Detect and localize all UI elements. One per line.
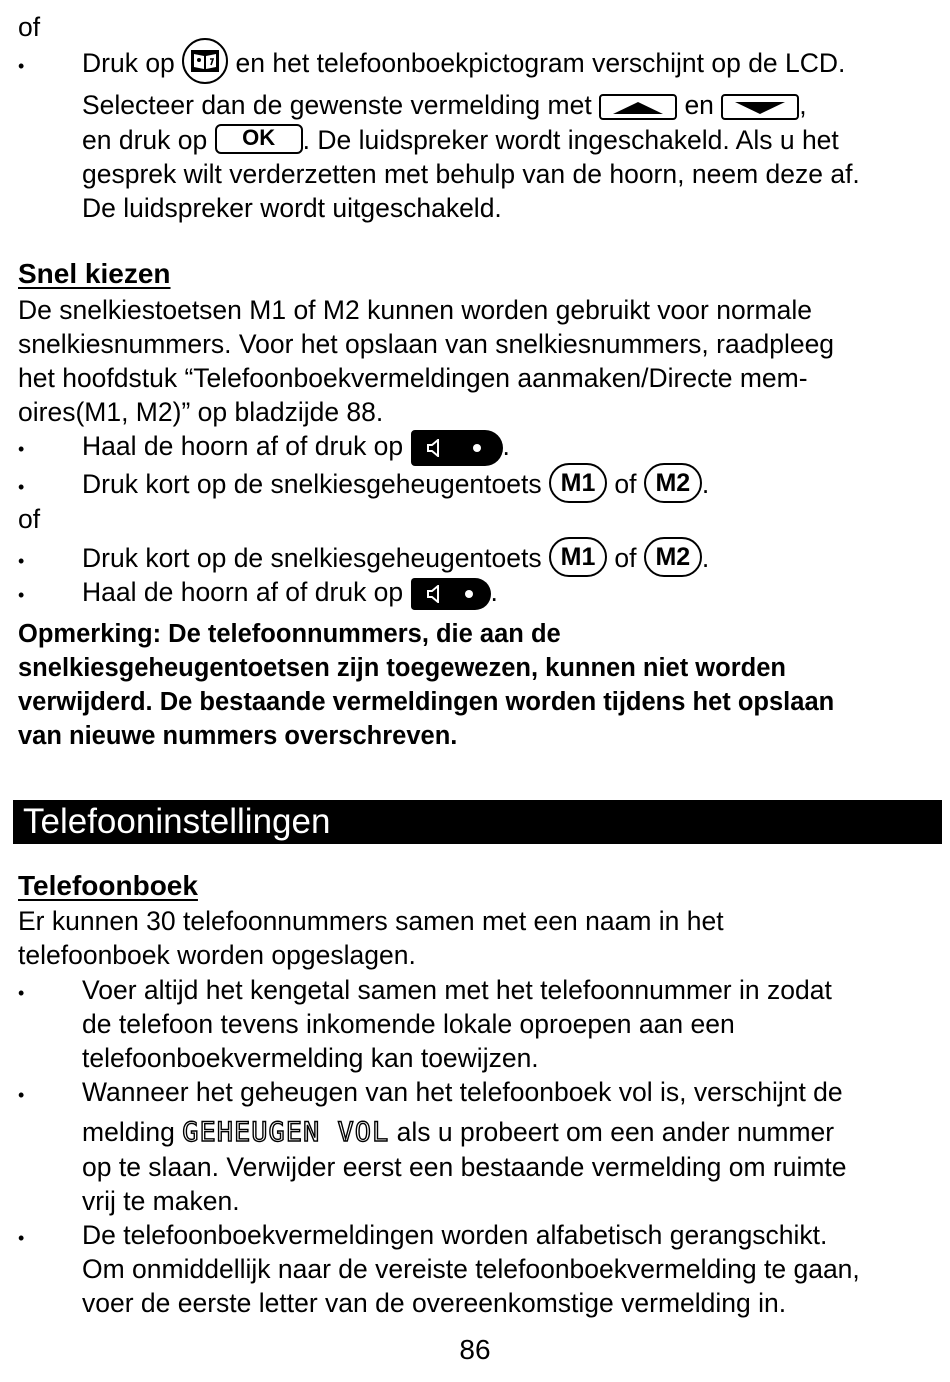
ok-key-icon: OK xyxy=(215,124,303,154)
paragraph-line: snelkiesnummers. Voor het opslaan van snelkiesnummers, raadpleeg xyxy=(18,329,835,359)
list-item-line: De luidspreker wordt uitgeschakeld. xyxy=(82,193,502,223)
paragraph-line: Er kunnen 30 telefoonnummers samen met een naam in het xyxy=(18,906,724,936)
list-item-line: gesprek wilt verderzetten met behulp van de hoorn, neem deze af. xyxy=(82,159,860,189)
m1-key-icon: M1 xyxy=(549,537,607,577)
paragraph-line: telefoonboek worden opgeslagen. xyxy=(18,940,416,970)
paragraph-line: De snelkiestoetsen M1 of M2 kunnen worden gebruikt voor normale xyxy=(18,295,812,325)
bullet xyxy=(18,1075,38,1112)
bullet xyxy=(18,429,38,466)
bullet xyxy=(18,1218,38,1255)
list-item: Druk kort op de snelkiesgeheugentoets M1 of M2 . xyxy=(82,467,709,503)
note-line: snelkiesgeheugentoetsen zijn toegewezen, kunnen niet worden xyxy=(18,654,786,682)
list-item-line: en druk op OK . De luidspreker wordt ingeschakeld. Als u het xyxy=(82,125,839,155)
list-item-line: Om onmiddellijk naar de vereiste telefoonboekvermelding te gaan, xyxy=(82,1254,860,1284)
list-item-line: de telefoon tevens inkomende lokale oproepen aan een xyxy=(82,1009,735,1039)
m1-key-icon: M1 xyxy=(549,463,607,503)
list-item-line: vrij te maken. xyxy=(82,1186,240,1216)
lcd-message: GEHEUGEN VOL xyxy=(182,1117,390,1148)
list-item: Druk kort op de snelkiesgeheugentoets M1 of M2 . xyxy=(82,541,709,577)
bullet xyxy=(18,46,38,83)
note-line: Opmerking: De telefoonnummers, die aan de xyxy=(18,620,561,648)
speaker-key-icon xyxy=(411,430,503,466)
list-item: De telefoonboekvermeldingen worden alfabetisch gerangschikt. xyxy=(82,1220,828,1250)
list-item-line: voer de eerste letter van de overeenkomstige vermelding in. xyxy=(82,1288,787,1318)
chapter-banner: Telefooninstellingen xyxy=(13,800,942,844)
page-number: 86 xyxy=(459,1334,491,1365)
bullet xyxy=(18,467,38,504)
list-item-line: melding GEHEUGEN VOL als u probeert om een ander nummer xyxy=(82,1117,835,1148)
speaker-dot-icon xyxy=(473,444,481,452)
phonebook-key-icon xyxy=(182,38,228,84)
m2-key-icon: M2 xyxy=(644,537,702,577)
list-item: Wanneer het geheugen van het telefoonboek vol is, verschijnt de xyxy=(82,1077,843,1107)
list-item: Voer altijd het kengetal samen met het telefoonnummer in zodat xyxy=(82,975,832,1005)
section-heading-telefoonboek: Telefoonboek xyxy=(18,870,198,901)
or-text: of xyxy=(18,12,41,42)
section-heading-snel-kiezen: Snel kiezen xyxy=(18,258,171,289)
paragraph-line: het hoofdstuk “Telefoonboekvermeldingen aanmaken/Directe mem- xyxy=(18,363,808,393)
down-arrow-key-icon xyxy=(721,94,799,120)
up-arrow-key-icon xyxy=(599,94,677,120)
paragraph-line: oires(M1, M2)” op bladzijde 88. xyxy=(18,397,384,427)
m2-key-icon: M2 xyxy=(644,463,702,503)
bullet xyxy=(18,575,38,612)
bullet xyxy=(18,541,38,578)
list-item-line: telefoonboekvermelding kan toewijzen. xyxy=(82,1043,539,1073)
bullet xyxy=(18,973,38,1010)
list-item-line: op te slaan. Verwijder eerst een bestaande vermelding om ruimte xyxy=(82,1152,847,1182)
note-line: van nieuwe nummers overschreven. xyxy=(18,722,458,750)
note-line: verwijderd. De bestaande vermeldingen worden tijdens het opslaan xyxy=(18,688,835,716)
list-item: Haal de hoorn af of druk op . xyxy=(82,429,510,466)
list-item-line: Selecteer dan de gewenste vermelding met en , xyxy=(82,90,807,120)
or-text: of xyxy=(18,504,41,534)
speaker-key-icon xyxy=(411,578,491,610)
speaker-dot-icon xyxy=(465,590,473,598)
list-item: Haal de hoorn af of druk op . xyxy=(82,575,498,610)
list-item: Druk op en het telefoonboekpictogram verschijnt op de LCD. xyxy=(82,46,845,84)
